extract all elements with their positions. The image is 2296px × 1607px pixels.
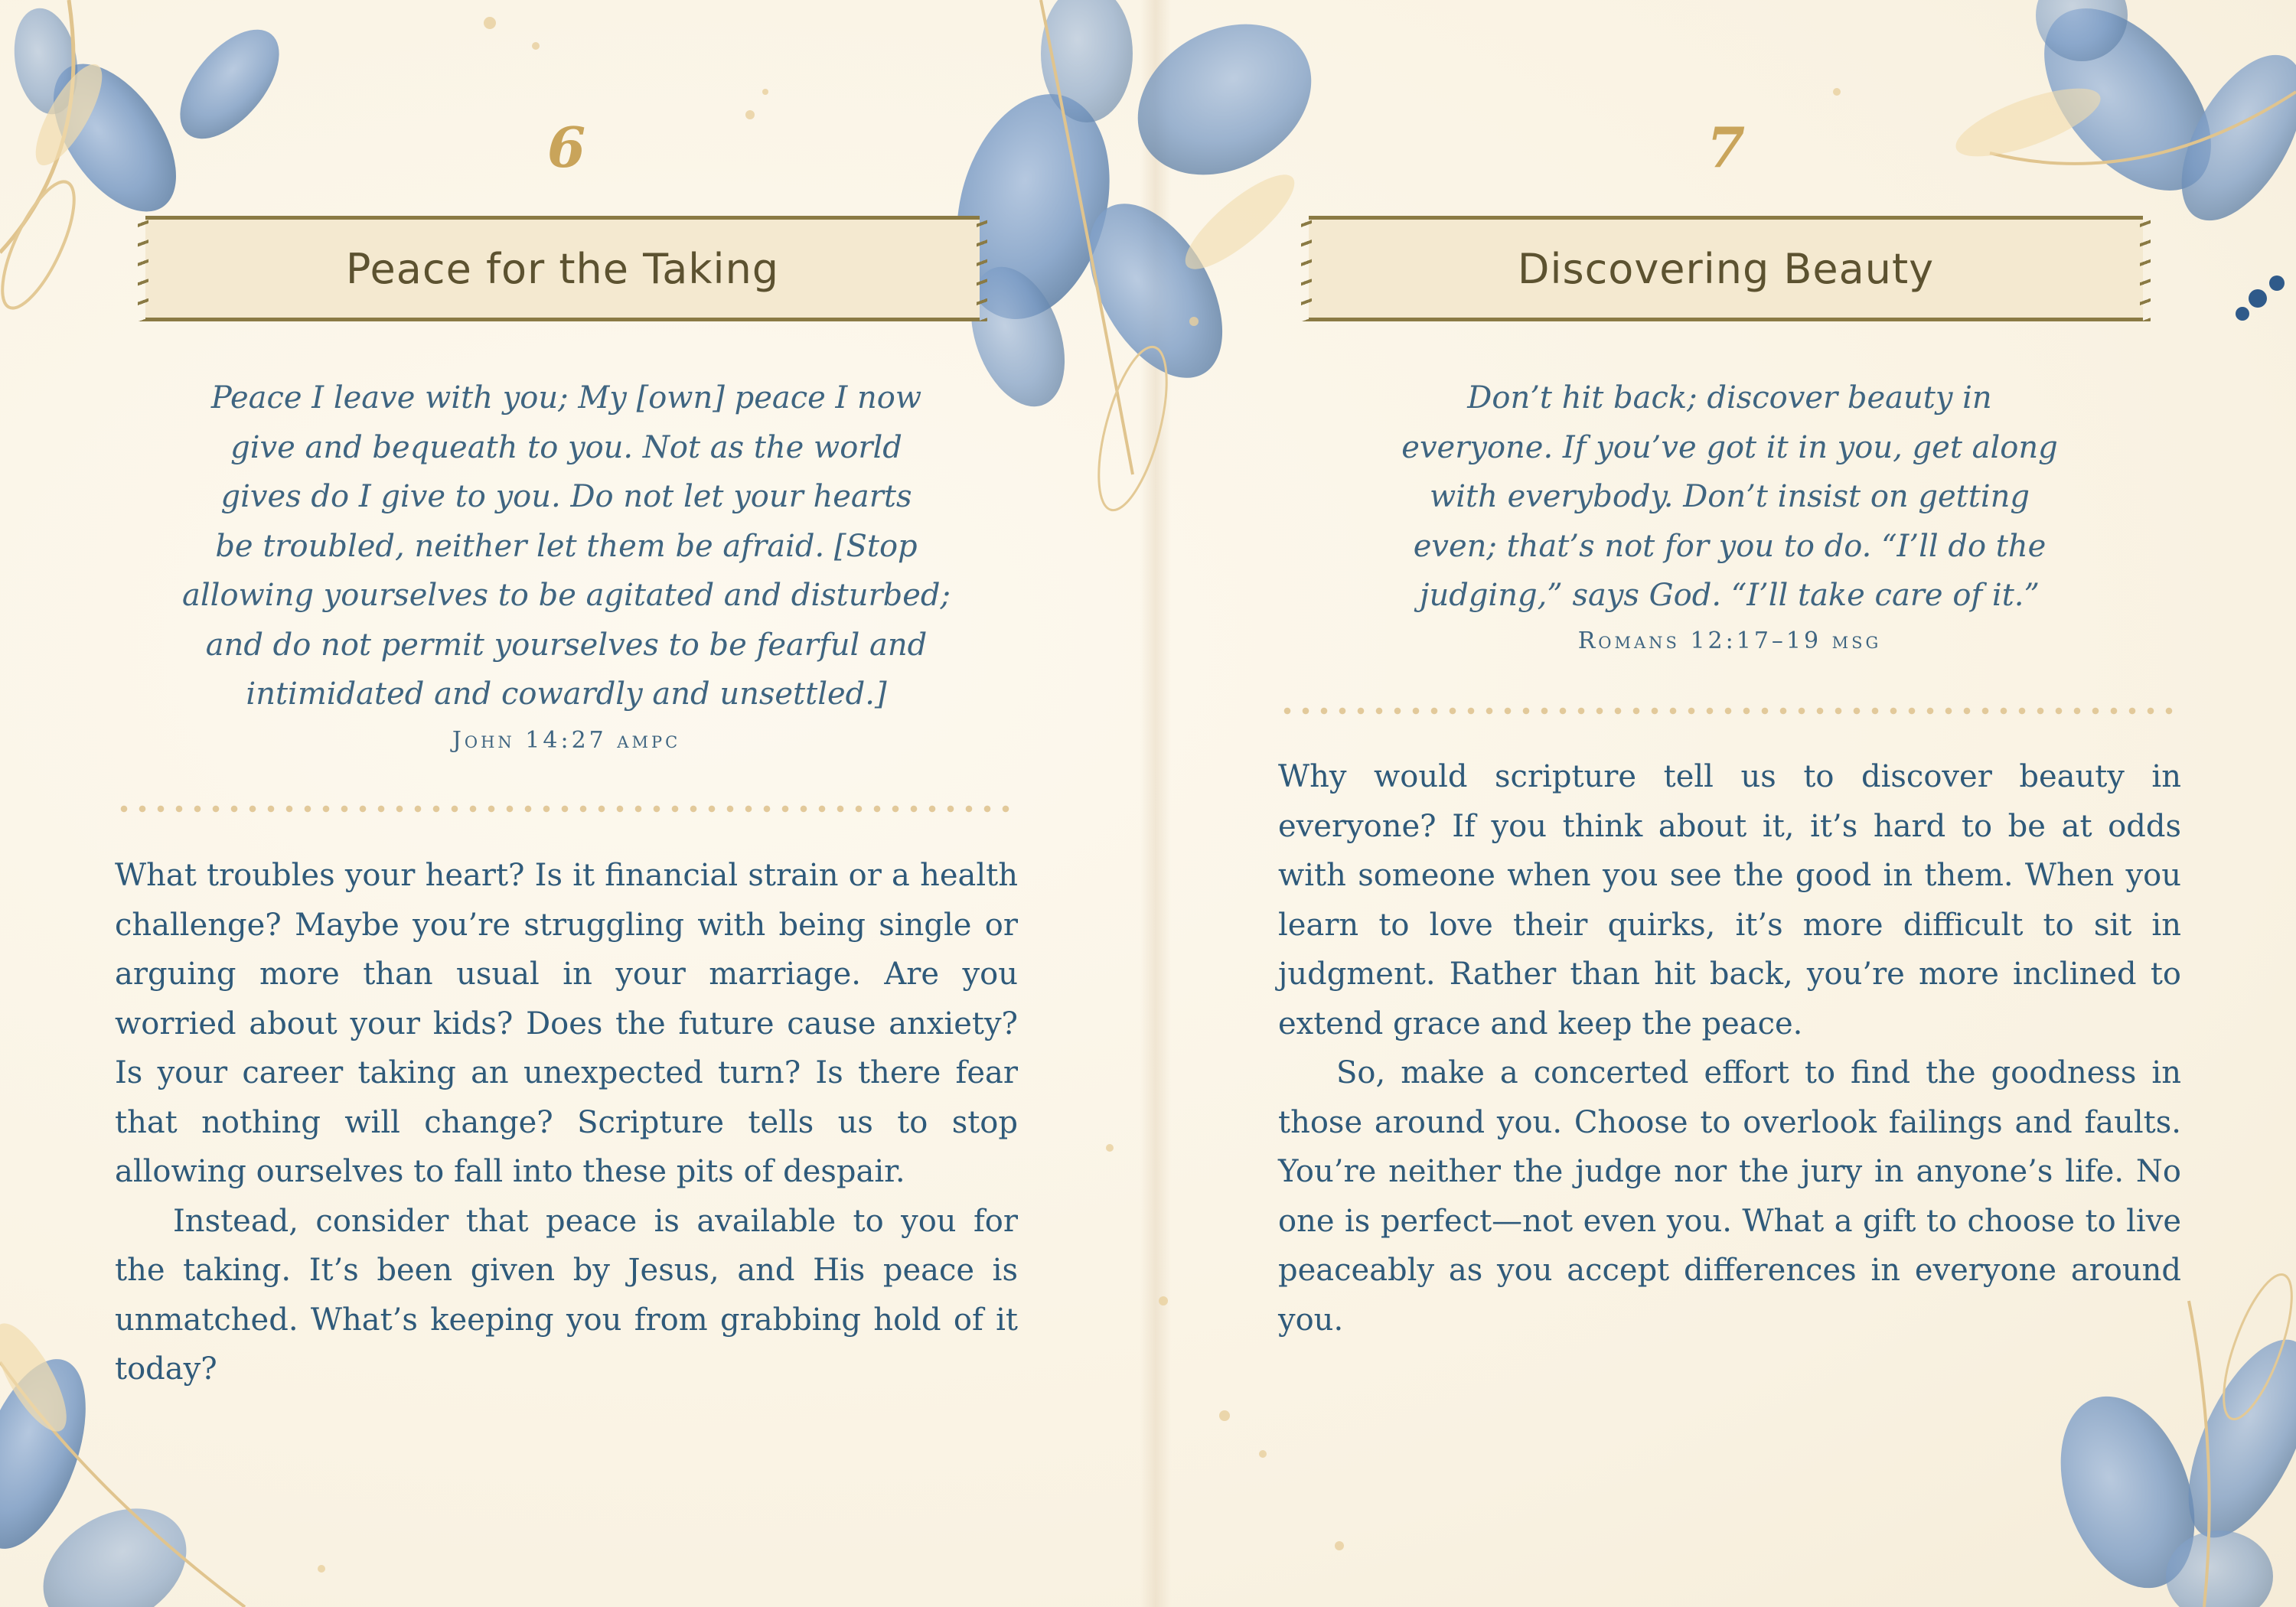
devotion-title: Peace for the Taking (345, 244, 780, 293)
scripture-verse (130, 373, 1003, 719)
scripture-reference: John 14:27 ampc (452, 727, 681, 754)
verse-line: and do not permit yourselves to be fearful and (205, 627, 928, 663)
body-paragraph: Instead, consider that peace is available to you for the taking. It’s been given by Jesus, and His peace is unmatched. What’s keeping you from grabbing hold of it today? (115, 1203, 1018, 1387)
verse-line: judging,” says God. “I’ll take care of it.” (1420, 578, 2040, 613)
dotted-divider (115, 805, 1018, 813)
verse-line: allowing yourselves to be agitated and disturbed; (182, 578, 951, 613)
devotion-body (1278, 752, 2181, 1345)
body-paragraph: So, make a concerted effort to find the goodness in those around you. Choose to overlook failings and faults. You’re neither the judge nor the jury in anyone’s life. No one is perfect—not even you. What a gift to choose to live peaceably as you accept differences in everyone around you. (1278, 1055, 2181, 1338)
right-page (1148, 0, 2296, 1607)
devotion-body (115, 851, 1018, 1394)
devotion-number: 6 (546, 115, 586, 180)
verse-line: with everybody. Don’t insist on getting (1429, 479, 2030, 514)
body-paragraph: What troubles your heart? Is it financial strain or a health challenge? Maybe you’re struggling with being single or arguing more than usual in your marriage. Are you worried about your kids? Does the future cause anxiety? Is your career taking an unexpected turn? Is there fear that nothing will change? Scripture tells us to stop allowing ourselves to fall into these pits of despair. (115, 858, 1018, 1189)
verse-line: Peace I leave with you; My [own] peace I now (210, 380, 922, 416)
title-banner (1309, 216, 2143, 321)
verse-line: everyone. If you’ve got it in you, get along (1401, 429, 2058, 465)
scripture-reference: Romans 12:17–19 msg (1577, 627, 1882, 654)
verse-line: even; that’s not for you to do. “I’ll do the (1413, 528, 2047, 564)
title-banner (145, 216, 980, 321)
verse-line: Don’t hit back; discover beauty in (1467, 380, 1992, 416)
dotted-divider (1278, 707, 2181, 715)
verse-line: gives do I give to you. Do not let your hearts (220, 479, 912, 514)
verse-line: intimidated and cowardly and unsettled.] (246, 676, 887, 712)
devotion-title: Discovering Beauty (1517, 244, 1935, 293)
body-paragraph: Why would scripture tell us to discover beauty in everyone? If you think about it, it’s hard to be at odds with someone when you see the good in them. When you learn to love their quirks, it’s more difficult to sit in judgment. Rather than hit back, you’re more inclined to extend grace and keep the peace. (1278, 759, 2181, 1041)
scripture-verse (1293, 373, 2166, 621)
verse-line: be troubled, neither let them be afraid. [Stop (215, 528, 918, 564)
verse-line: give and bequeath to you. Not as the world (230, 429, 902, 465)
devotion-number: 7 (1706, 115, 1746, 180)
